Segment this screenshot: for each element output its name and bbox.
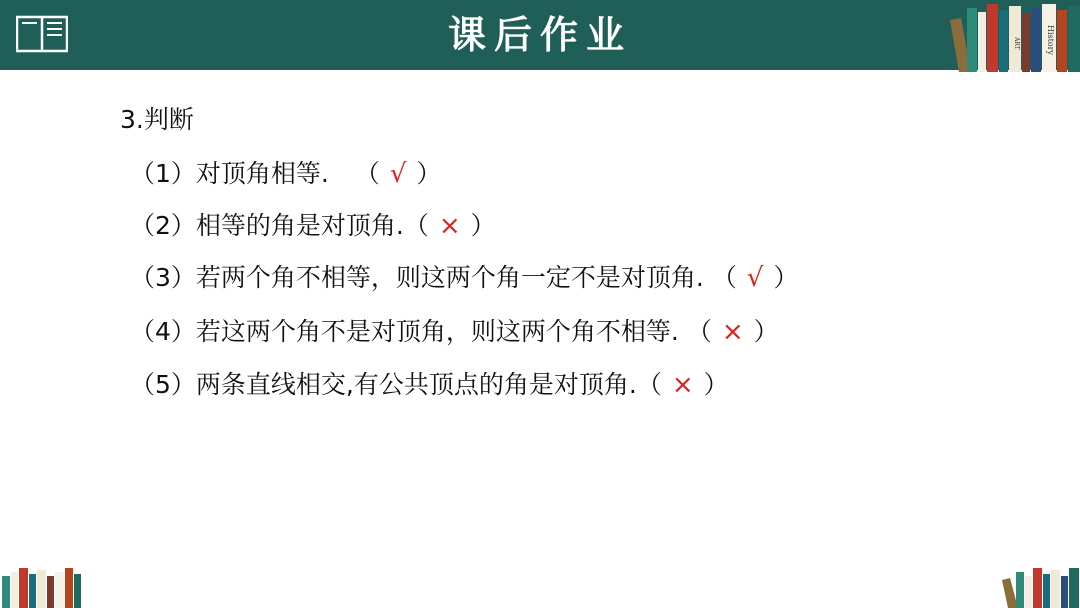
item-text: （1）对顶角相等. xyxy=(130,159,329,188)
item-text: （3）若两个角不相等，则这两个角一定不是对顶角. xyxy=(130,263,704,292)
judgment-item-2 xyxy=(130,206,496,242)
close-paren: ） xyxy=(703,370,729,399)
open-paren: （ xyxy=(403,211,429,240)
bookshelf-icon xyxy=(1000,566,1080,608)
question-heading: 3.判断 xyxy=(120,105,194,134)
close-paren: ） xyxy=(773,263,799,292)
check-mark: √ xyxy=(746,263,764,293)
open-paren: （ xyxy=(636,370,662,399)
judgment-item-3 xyxy=(130,258,798,294)
item-text: （5）两条直线相交,有公共顶点的角是对顶角. xyxy=(130,370,637,399)
page-title: 课后作业 xyxy=(447,13,632,57)
item-text: （4）若这两个角不是对顶角，则这两个角不相等. xyxy=(130,317,679,346)
open-paren: （ xyxy=(354,159,380,188)
judgment-item-5 xyxy=(130,365,729,401)
book-spine-label-art: ART xyxy=(1013,37,1020,50)
cross-mark: × xyxy=(438,211,461,241)
judgment-item-1 xyxy=(130,154,441,190)
close-paren: ） xyxy=(470,211,496,240)
open-paren: （ xyxy=(686,317,712,346)
bookshelf-icon xyxy=(0,566,82,608)
judgment-item-4 xyxy=(130,312,779,348)
close-paren: ） xyxy=(753,317,779,346)
open-paren: （ xyxy=(711,263,737,292)
book-spine-label-history: History xyxy=(1046,25,1055,56)
cross-mark: × xyxy=(671,370,694,400)
check-mark: √ xyxy=(389,159,407,189)
cross-mark: × xyxy=(721,317,744,347)
item-text: （2）相等的角是对顶角. xyxy=(130,211,404,240)
close-paren: ） xyxy=(416,159,442,188)
